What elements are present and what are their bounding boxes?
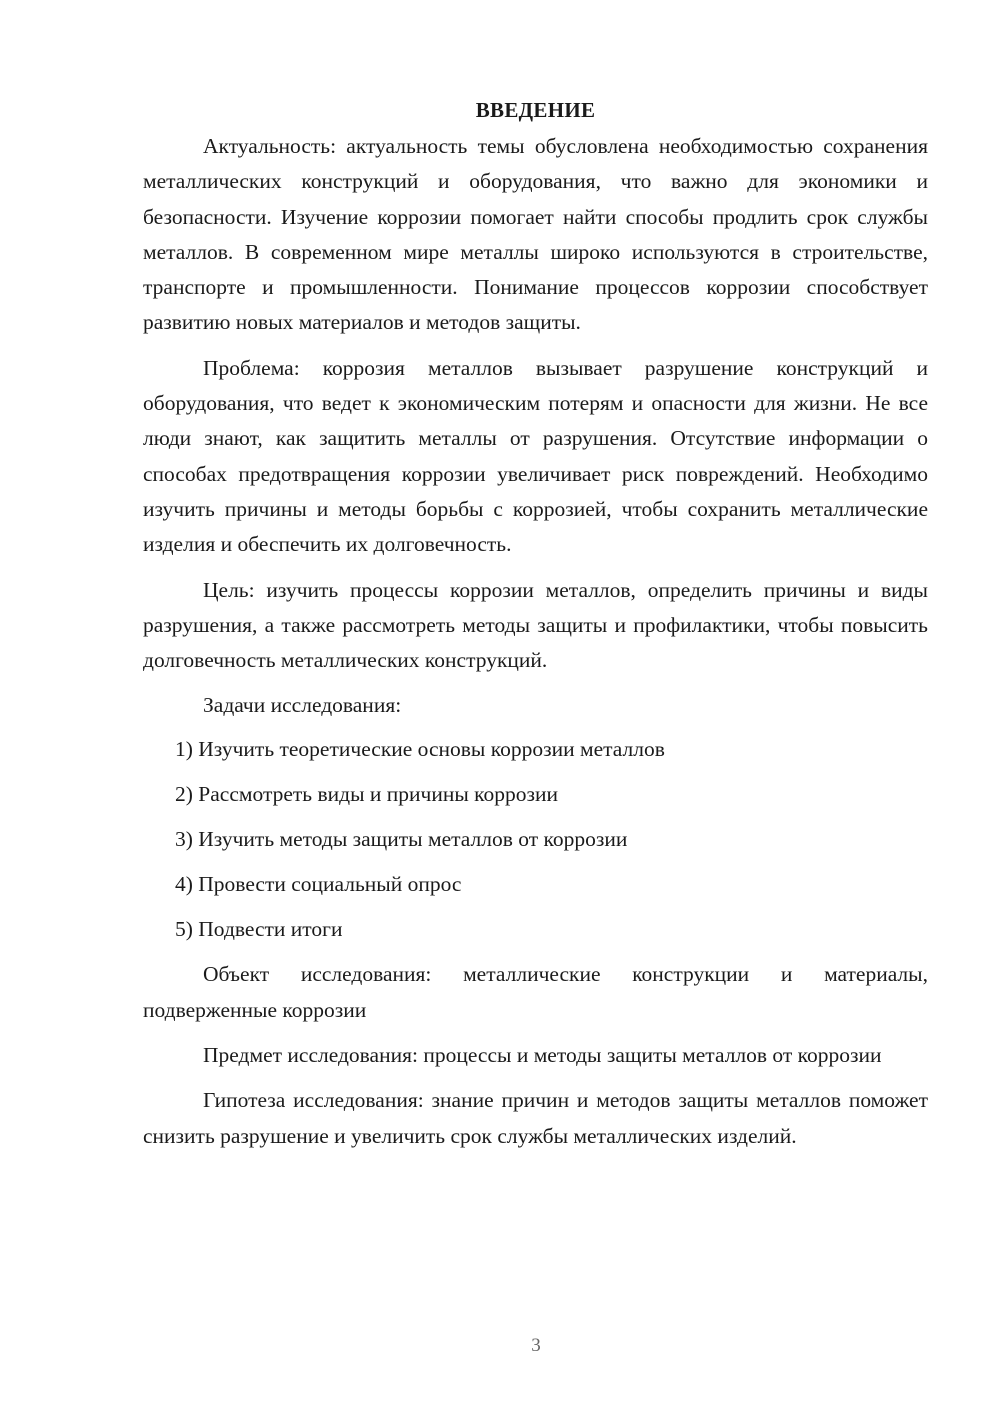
list-item: 1) Изучить теоретические основы коррозии металлов <box>175 737 665 762</box>
list-item: 5) Подвести итоги <box>175 917 343 942</box>
document-page <box>143 95 928 1164</box>
problem-paragraph: Проблема: коррозия металлов вызывает разрушение конструкций и оборудования, что ведет к экономическим потерям и опасности для жизни. Не все люди знают, как защитить металлы от разрушения. Отсутствие информации о способах предотвращения коррозии увеличивает риск повреждений. Необходимо изучить причины и методы борьбы с коррозией, чтобы сохранить металлические изделия и обеспечить их долговечность. <box>143 355 928 557</box>
tasks-list <box>143 732 928 947</box>
list-item: 2) Рассмотреть виды и причины коррозии <box>175 782 559 807</box>
object-paragraph: Объект исследования: металлические конструкции и материалы, подверженные коррозии <box>143 962 928 1022</box>
page-number: 3 <box>531 1335 541 1356</box>
tasks-title: Задачи исследования: <box>203 693 402 718</box>
subject-paragraph: Предмет исследования: процессы и методы защиты металлов от коррозии <box>203 1043 882 1068</box>
list-item: 3) Изучить методы защиты металлов от коррозии <box>175 827 628 852</box>
page-title: ВВЕДЕНИЕ <box>475 98 596 122</box>
list-item: 4) Провести социальный опрос <box>175 872 462 897</box>
goal-paragraph: Цель: изучить процессы коррозии металлов, определить причины и виды разрушения, а также рассмотреть методы защиты и профилактики, чтобы повысить долговечность металлических конструкций. <box>143 577 928 673</box>
hypothesis-paragraph: Гипотеза исследования: знание причин и методов защиты металлов поможет снизить разрушение и увеличить срок службы металлических изделий. <box>143 1088 928 1148</box>
relevance-paragraph: Актуальность: актуальность темы обусловлена необходимостью сохранения металлических конструкций и оборудования, что важно для экономики и безопасности. Изучение коррозии помогает найти способы продлить срок службы металлов. В современном мире металлы широко используются в строительстве, транспорте и промышленности. Понимание процессов коррозии способствует развитию новых материалов и методов защиты. <box>143 134 928 335</box>
